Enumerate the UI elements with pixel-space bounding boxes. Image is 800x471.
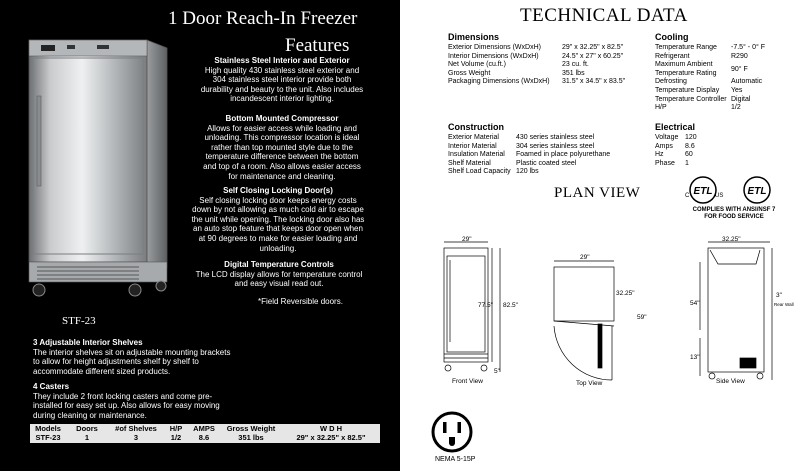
spec-value: 430 series stainless steel bbox=[516, 134, 595, 141]
spec-key: Defrosting bbox=[655, 78, 687, 86]
spec-value: Yes bbox=[731, 87, 743, 94]
side-gap-label: 3" bbox=[776, 292, 782, 299]
top-view-drawing bbox=[554, 261, 614, 380]
spec-value: 31.5" x 34.5" x 83.5" bbox=[562, 78, 626, 86]
front-width-label: 29" bbox=[462, 236, 472, 243]
side-depth-label: 32.25" bbox=[722, 236, 741, 243]
spec-key: Maximum Ambient bbox=[655, 61, 713, 69]
extra-body: The interior shelves sit on adjustable mounting brackets to allow for height adjustments shelf by shelf to accommodate different sized products. bbox=[33, 347, 231, 376]
spec-value: 120 bbox=[685, 134, 697, 141]
spec-header-cell: #of Shelves bbox=[115, 424, 157, 433]
plan-view-heading: PLAN VIEW bbox=[554, 185, 641, 201]
front-total-height-label: 82.5" bbox=[503, 302, 518, 309]
spec-cell: 8.6 bbox=[198, 433, 210, 442]
top-door-swing-label: 59" bbox=[637, 314, 647, 321]
spec-cell: 351 lbs bbox=[238, 433, 264, 442]
spec-key: Packaging Dimensions (WxDxH) bbox=[448, 78, 550, 86]
spec-key: Temperature Range bbox=[655, 44, 717, 51]
feature-heading: Self Closing Locking Door(s) bbox=[223, 186, 333, 195]
spec-header-cell: W D H bbox=[319, 424, 343, 433]
feature-stainless bbox=[198, 56, 366, 104]
electrical-heading: Electrical bbox=[655, 122, 696, 132]
feature-heading: Stainless Steel Interior and Exterior bbox=[214, 56, 350, 65]
spec-key: Voltage bbox=[655, 134, 679, 141]
extra-heading: 4 Casters bbox=[33, 382, 70, 391]
spec-key: Exterior Material bbox=[448, 134, 499, 141]
extra-heading: 3 Adjustable Interior Shelves bbox=[33, 338, 143, 347]
spec-key: Gross Weight bbox=[448, 69, 491, 77]
spec-key: Interior Material bbox=[448, 142, 497, 150]
side-gap-note: Rear Wall bbox=[774, 302, 794, 307]
front-height-label: 77.5" bbox=[478, 302, 493, 309]
spec-key: Insulation Material bbox=[448, 151, 505, 159]
top-width-label: 29" bbox=[580, 254, 590, 261]
spec-value: 24.5" x 27" x 60.25" bbox=[562, 52, 624, 60]
spec-key: Exterior Dimensions (WxDxH) bbox=[448, 44, 541, 51]
technical-panel bbox=[400, 0, 800, 471]
etl-certification-logos bbox=[675, 172, 785, 230]
spec-header-cell: Doors bbox=[76, 424, 98, 433]
spec-key: Temperature Controller bbox=[655, 95, 727, 103]
certification-text: COMPLIES WITH ANSI/NSF 7 FOR FOOD SERVICE bbox=[692, 207, 776, 220]
feature-heading: Bottom Mounted Compressor bbox=[225, 114, 339, 123]
front-view-caption: Front View bbox=[452, 378, 483, 385]
front-base-label: 5" bbox=[494, 368, 500, 375]
feature-body: High quality 430 stainless steel exterior and 304 stainless steel interior provide both durability and beauty to the unit. Also includes incandescent interior lighting. bbox=[200, 65, 364, 104]
side-base-label: 13" bbox=[690, 354, 700, 361]
spec-key: Shelf Material bbox=[448, 159, 491, 167]
spec-value: 120 lbs bbox=[516, 168, 539, 176]
svg-text:ETL: ETL bbox=[693, 186, 713, 197]
spec-value: Plastic coated steel bbox=[516, 159, 577, 167]
side-view-caption: Side View bbox=[716, 378, 745, 385]
feature-door bbox=[190, 186, 366, 253]
spec-key: Refrigerant bbox=[655, 52, 690, 60]
feature-temperature bbox=[195, 260, 363, 289]
spec-header-cell: AMPS bbox=[193, 424, 215, 433]
spec-key: Hz bbox=[655, 151, 664, 159]
spec-value: 29" x 32.25" x 82.5" bbox=[562, 44, 624, 51]
spec-cell: 1 bbox=[84, 433, 90, 442]
model-label: STF-23 bbox=[62, 315, 96, 327]
features-heading: Features bbox=[285, 35, 350, 56]
spec-table bbox=[30, 424, 380, 443]
spec-key: Phase bbox=[655, 159, 675, 167]
svg-text:US: US bbox=[715, 193, 724, 199]
feature-body: Allows for easier access while loading and unloading. This compressor location is ideal rather than top mounted style due to the temperature difference between the bottom and top of a room. Also allows easier access for maintenance and cleaning. bbox=[203, 123, 361, 181]
feature-heading: Digital Temperature Controls bbox=[224, 260, 334, 269]
spec-value: 8.6 bbox=[685, 142, 695, 150]
spec-key: Interior Dimensions (WxDxH) bbox=[448, 52, 539, 60]
top-depth-label: 32.25" bbox=[616, 290, 635, 297]
spec-header-cell: Gross Weight bbox=[226, 424, 276, 433]
extra-body: They include 2 front locking casters and come pre-installed for easy set up. Also allows for easy moving during cleaning or maintenance. bbox=[33, 391, 220, 420]
spec-value: 23 cu. ft. bbox=[562, 61, 589, 69]
spec-cell: 1/2 bbox=[170, 433, 182, 442]
feature-compressor bbox=[198, 114, 366, 181]
reversible-note: *Field Reversible doors. bbox=[258, 297, 343, 306]
spec-value: -7.5° - 0° F bbox=[731, 44, 765, 51]
product-title: 1 Door Reach-In Freezer bbox=[168, 8, 358, 29]
spec-table-row bbox=[30, 433, 380, 442]
spec-value: Digital bbox=[731, 95, 751, 103]
feature-body: The LCD display allows for temperature control and easy visual read out. bbox=[195, 269, 363, 289]
cooling-heading: Cooling bbox=[655, 32, 689, 42]
spec-cell: STF-23 bbox=[35, 433, 61, 442]
extra-casters bbox=[33, 382, 233, 420]
spec-table-header bbox=[30, 424, 380, 433]
dimensions-heading: Dimensions bbox=[448, 32, 500, 42]
spec-key: Shelf Load Capacity bbox=[448, 168, 511, 176]
spec-value: 90° F bbox=[731, 65, 748, 73]
spec-key: Temperature Display bbox=[655, 87, 720, 94]
top-view-caption: Top View bbox=[576, 380, 603, 387]
construction-heading: Construction bbox=[448, 122, 504, 132]
technical-data-heading: TECHNICAL DATA bbox=[520, 5, 688, 26]
spec-key: Net Volume (cu.ft.) bbox=[448, 61, 506, 69]
spec-key: Temperature Rating bbox=[655, 69, 717, 77]
spec-value: Foamed in place polyurethane bbox=[516, 151, 611, 159]
spec-header-cell: Models bbox=[35, 424, 61, 433]
freezer-product-image bbox=[27, 36, 175, 300]
nema-plug-label: NEMA 5-15P bbox=[435, 456, 476, 463]
spec-value: Automatic bbox=[731, 78, 763, 86]
side-view-drawing bbox=[700, 242, 772, 380]
spec-value: 1/2 bbox=[731, 104, 741, 112]
spec-cell: 29" x 32.25" x 82.5" bbox=[296, 433, 366, 442]
svg-text:ETL: ETL bbox=[747, 186, 767, 197]
extra-shelves bbox=[33, 338, 233, 376]
spec-key: H/P bbox=[655, 104, 667, 112]
spec-value: R290 bbox=[731, 52, 748, 60]
spec-value: 351 lbs bbox=[562, 69, 585, 77]
feature-body: Self closing locking door keeps energy costs down by not allowing as much cold air to escape the unit while opening. The locking door also has an auto stop feature that keeps door open when at 90 degrees to make for easier loading and unloading. bbox=[191, 195, 365, 253]
nema-plug-icon bbox=[430, 410, 474, 454]
spec-value: 1 bbox=[685, 159, 689, 167]
spec-header-cell: H/P bbox=[169, 424, 183, 433]
svg-text:C: C bbox=[685, 193, 690, 199]
spec-cell: 3 bbox=[133, 433, 139, 442]
spec-key: Amps bbox=[655, 142, 673, 150]
spec-value: 304 series stainless steel bbox=[516, 142, 595, 150]
spec-value: 60 bbox=[685, 151, 693, 159]
side-height-label: 54" bbox=[690, 300, 700, 307]
